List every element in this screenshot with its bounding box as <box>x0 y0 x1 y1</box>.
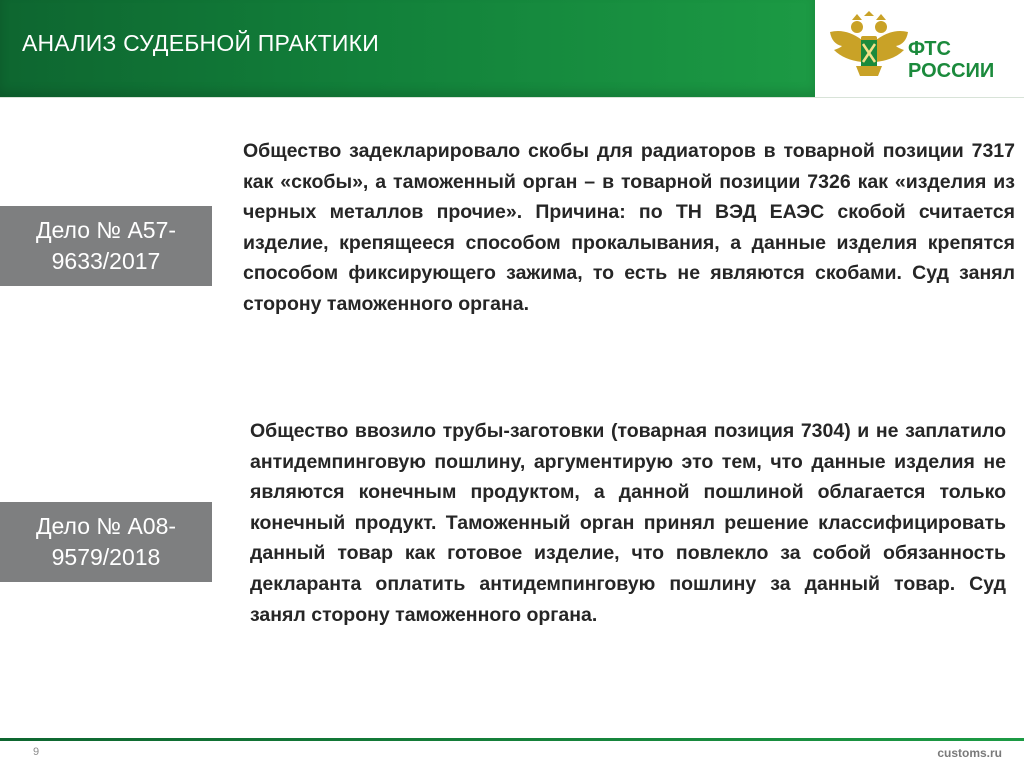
logo-line-2: РОССИИ <box>908 60 995 82</box>
logo-line-1: ФТС <box>908 38 951 60</box>
page-number: 9 <box>33 746 40 758</box>
header-divider <box>0 97 1024 98</box>
case-label-2: Дело № А08-9579/2018 <box>35 513 177 570</box>
case-label-1: Дело № А57-9633/2017 <box>35 217 177 274</box>
header-bar <box>0 0 815 97</box>
footer-line <box>0 738 1024 741</box>
fts-logo-text <box>908 38 994 82</box>
slide-title: АНАЛИЗ СУДЕБНОЙ ПРАКТИКИ <box>22 30 379 56</box>
case-badge-1 <box>0 206 212 286</box>
case-description-1: Общество задекларировало скобы для радиаторов в товарной позиции 7317 как «скобы», а таможенный орган – в товарной позиции 7326 как «изделия из черных металлов прочие». Причина: по ТН ВЭД ЕАЭС скобой считается изделие, крепящееся способом прокалывания, а данные изделия крепятся способом фиксирующего зажима, то есть не являются скобами. Суд занял сторону таможенного органа. <box>243 140 1015 315</box>
site-link[interactable]: customs.ru <box>937 746 1002 760</box>
case-description-2: Общество ввозило трубы-заготовки (товарная позиция 7304) и не заплатило антидемпинговую пошлину, аргументирую это тем, что данные изделия не являются конечным продуктом, а данной пошлиной облагается только конечный продукт. Таможенный орган принял решение классифицировать данный товар как готовое изделие, что повлекло за собой обязанность декларанта оплатить антидемпинговую пошлину за данный товар. Суд занял сторону таможенного органа. <box>250 420 1006 626</box>
case-badge-2 <box>0 502 212 582</box>
